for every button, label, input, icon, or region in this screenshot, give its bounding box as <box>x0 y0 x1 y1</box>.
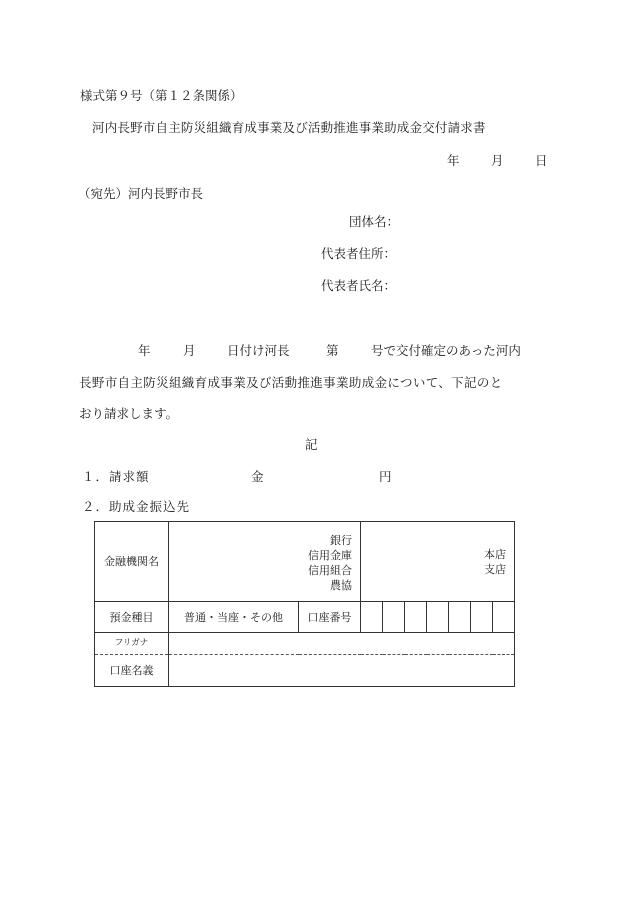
body-line3: おり請求します。 <box>79 406 179 421</box>
date-day: 日 <box>535 153 548 168</box>
item1-kin: 金 <box>251 469 264 484</box>
account-digit-5[interactable] <box>449 602 471 633</box>
date-year: 年 <box>447 153 460 168</box>
item2-label: ２．助成金振込先 <box>82 499 191 514</box>
institution-type-nokyo: 農協 <box>330 578 352 592</box>
document-title: 河内長野市自主防災組織育成事業及び活動推進事業助成金交付請求書 <box>92 120 486 135</box>
rep-address-label: 代表者住所： <box>321 246 397 261</box>
furigana-input[interactable] <box>169 633 515 655</box>
body-line1-rest: 号で交付確定のあった河内 <box>371 343 521 358</box>
institution-type-shinkumi: 信用組合 <box>308 563 352 577</box>
deposit-type-label: 預金種目 <box>95 602 169 633</box>
account-holder-input[interactable] <box>169 655 515 687</box>
account-holder-label: 口座名義 <box>95 655 169 687</box>
body-dai: 第 <box>326 343 339 358</box>
furigana-row <box>95 633 515 655</box>
body-date-kawacho: 日付け河長 <box>227 343 290 358</box>
rep-name-label: 代表者氏名： <box>321 278 397 293</box>
branch-type-main: 本店 <box>484 547 507 561</box>
account-digit-1[interactable] <box>361 602 383 633</box>
account-holder-row <box>95 655 515 687</box>
institution-label: 金融機関名 <box>95 522 169 602</box>
bank-transfer-table <box>94 521 515 687</box>
body-month: 月 <box>183 343 196 358</box>
form-number: 様式第９号（第１２条関係） <box>80 88 243 103</box>
institution-row <box>95 522 515 602</box>
date-month: 月 <box>491 153 504 168</box>
addressee: （宛先）河内長野市長 <box>78 186 204 201</box>
account-digit-6[interactable] <box>471 602 493 633</box>
account-number-label: 口座番号 <box>299 602 361 633</box>
furigana-label: フリガナ <box>95 633 169 655</box>
institution-type-bank: 銀行 <box>330 533 352 547</box>
branch-input[interactable] <box>361 522 515 602</box>
institution-input[interactable] <box>169 522 361 602</box>
account-digit-2[interactable] <box>383 602 405 633</box>
ki-heading: 記 <box>305 437 318 452</box>
institution-type-shinkin: 信用金庫 <box>308 548 352 562</box>
account-digit-7[interactable] <box>493 602 515 633</box>
body-line2: 長野市自主防災組織育成事業及び活動推進事業助成金について、下記のと <box>79 375 503 390</box>
account-digit-3[interactable] <box>405 602 427 633</box>
deposit-row <box>95 602 515 633</box>
deposit-type-options[interactable]: 普通・当座・その他 <box>169 602 299 633</box>
body-year: 年 <box>138 343 151 358</box>
account-digit-4[interactable] <box>427 602 449 633</box>
item1-label: １．請求額 <box>82 469 150 484</box>
org-name-label: 団体名： <box>349 214 400 229</box>
item1-yen: 円 <box>379 469 392 484</box>
branch-type-sub: 支店 <box>484 562 507 576</box>
